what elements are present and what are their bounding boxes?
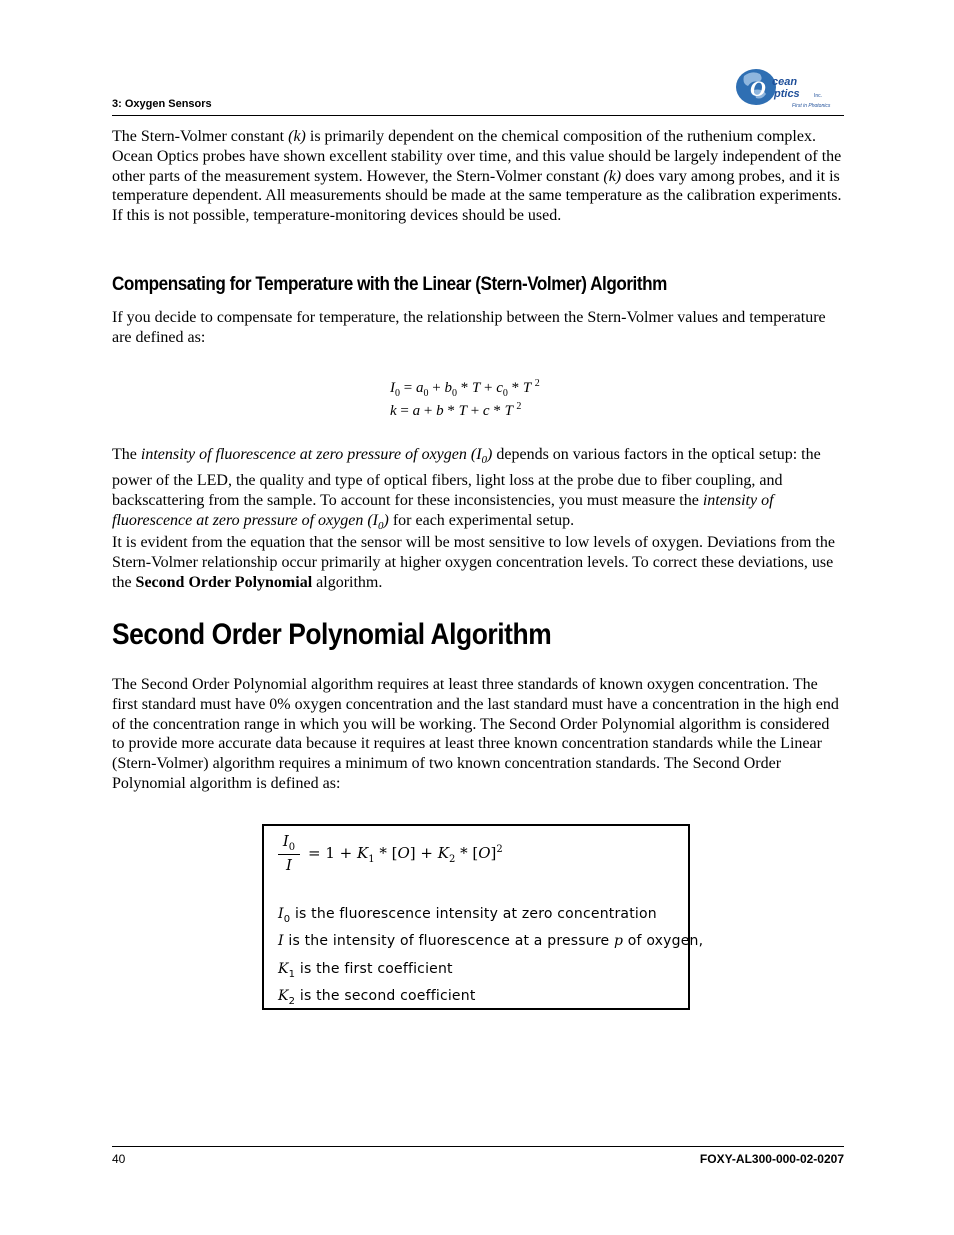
ocean-optics-logo	[734, 66, 844, 112]
document-number: FOXY-AL300-000-02-0207	[699, 1152, 844, 1166]
logo-word-ocean: cean	[772, 76, 798, 88]
logo-inc: Inc.	[814, 93, 823, 99]
paragraph-second-order-description: The Second Order Polynomial algorithm requires at least three standards of known oxygen concentration. The first standard must have 0% oxygen concentration and the last standard must have a concentration in the high end of the concentration range in which you will be working. The Second Order Polynomial algorithm is considered to provide more accurate data because it requires at least three known concentration standards while the Linear (Stern-Volmer) algorithm requires a minimum of two known concentration standards. The Second Order Polynomial algorithm is defined as:	[112, 676, 839, 792]
logo-o-letter: O	[750, 76, 766, 101]
formula-definition-i: I is the intensity of fluorescence at a pressure p of oxygen,	[278, 933, 704, 949]
paragraph-stern-volmer-constant: The Stern-Volmer constant (k) is primarily dependent on the chemical composition of the ruthenium complex. Ocean Optics probes have shown excellent stability over time, and this value should be largely independent of the other parts of the measurement system. However, the Stern-Volmer constant (k) does vary among probes, and it is temperature dependent. All measurements should be made at the same temperature as the calibration experiments. If this is not possible, temperature-monitoring devices should be used.	[112, 128, 842, 225]
formula-fraction: $\frac{I_0}{I}$	[278, 832, 300, 874]
formula-definition-k1: $K_1$ is the first coefficient	[278, 961, 453, 980]
header-rule	[112, 115, 844, 116]
formula-rhs: = $1 + K_1 * [O] + K_2 * [O]^2$	[308, 844, 503, 865]
section-heading-temperature-compensation: Compensating for Temperature with the Linear (Stern-Volmer) Algorithm	[112, 274, 667, 295]
formula-box	[262, 824, 704, 1010]
logo-word-optics: ptics	[774, 88, 800, 100]
section-heading-second-order-polynomial: Second Order Polynomial Algorithm	[112, 618, 552, 651]
running-header-section: 3: Oxygen Sensors	[112, 98, 212, 110]
footer-rule	[112, 1146, 844, 1147]
paragraph-sensitivity-deviations: It is evident from the equation that the sensor will be most sensitive to low levels of oxygen. Deviations from the Stern-Volmer relationship occur primarily at higher oxygen concentration levels. To correct these deviations, use the Second Order Polynomial algorithm.	[112, 534, 835, 591]
equation-i0-temperature: $I_0 = a_0 + b_0 * T + c_0 * T$ $^2$	[390, 378, 540, 399]
equation-k-temperature: k = a + b * T + c * T $^2$	[390, 401, 522, 419]
logo-tagline: First in Photonics	[792, 103, 831, 109]
formula-definition-i0: $I_0$ is the fluorescence intensity at zero concentration	[278, 906, 657, 925]
formula-definition-k2: $K_2$ is the second coefficient	[278, 988, 476, 1007]
page-number: 40	[112, 1152, 126, 1166]
paragraph-temperature-intro: If you decide to compensate for temperature, the relationship between the Stern-Volmer values and temperature are defined as:	[112, 309, 826, 346]
paragraph-intensity-zero-pressure: The intensity of fluorescence at zero pressure of oxygen $(I_0)$ depends on various factors in the optical setup: the power of the LED, the quality and type of optical fibers, light loss at the probe due to fiber coupling, and backscattering from the sample. To account for these inconsistencies, you must measure the intensity of fluorescence at zero pressure of oxygen $(I_0)$ for each experimental setup.	[112, 446, 821, 532]
